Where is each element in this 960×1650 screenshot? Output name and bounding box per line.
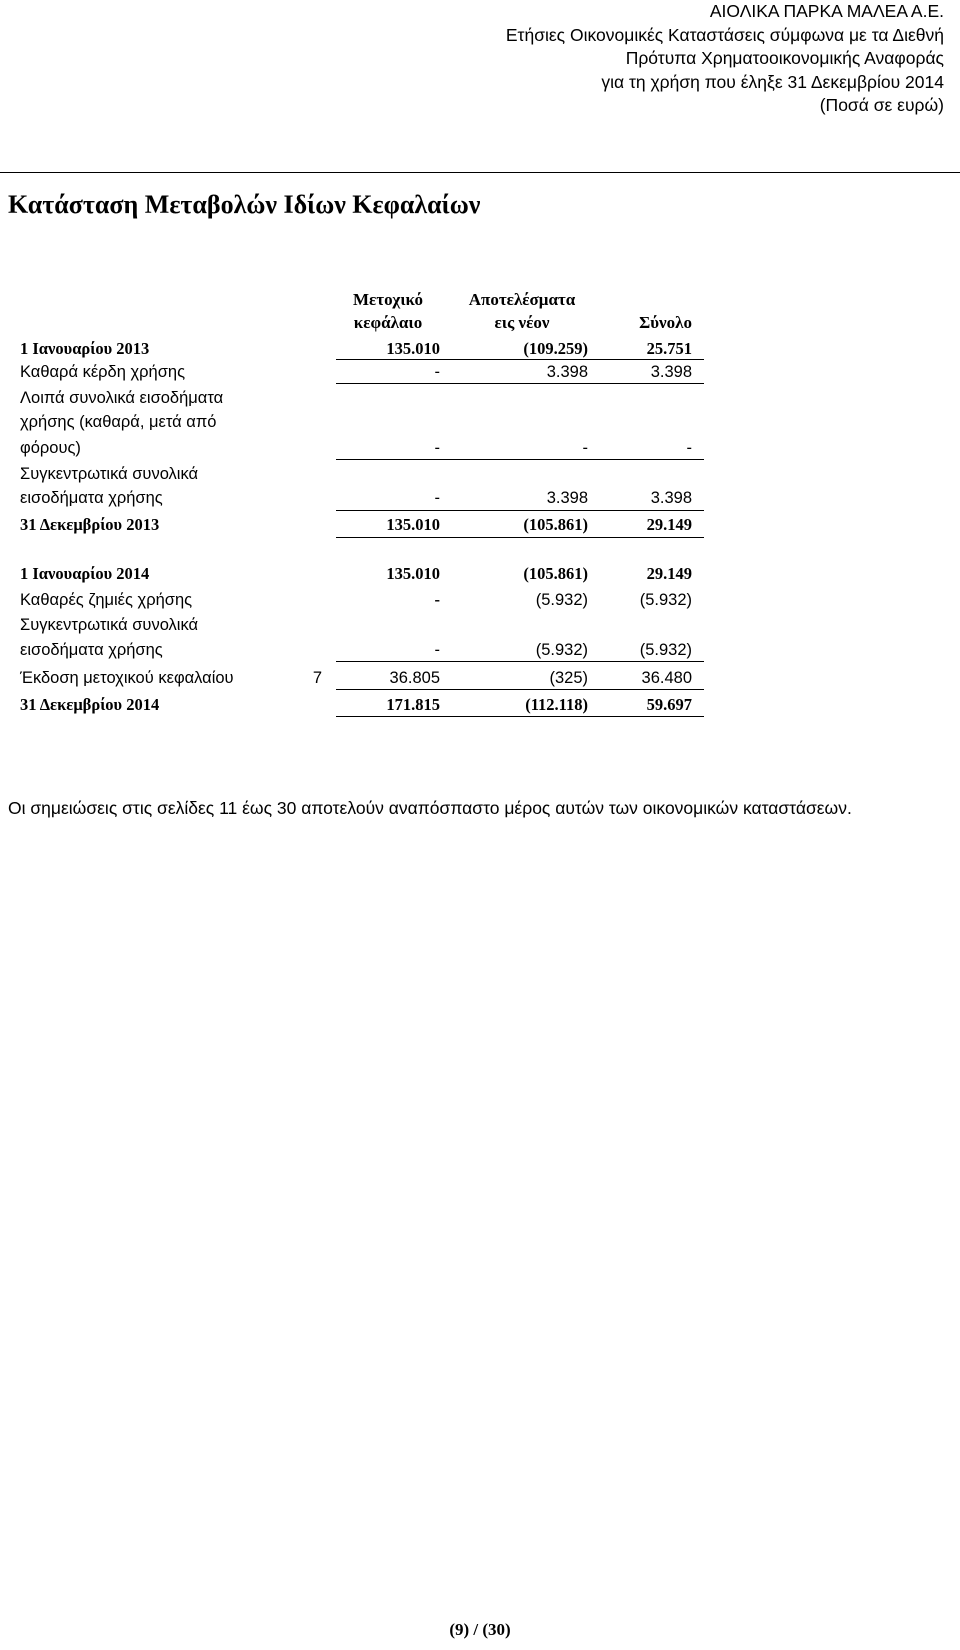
- total-value: 25.751: [646, 339, 692, 358]
- header-line-2: Ετήσιες Οικονομικές Καταστάσεις σύμφωνα με τα Διεθνή: [505, 24, 944, 45]
- underline-rule: [336, 383, 704, 384]
- row-label: Καθαρά κέρδη χρήσης: [20, 363, 186, 381]
- column-header-retained: [452, 288, 592, 334]
- row-label-line-2: εισοδήματα χρήσης: [20, 489, 163, 507]
- total-value: 3.398: [650, 363, 692, 381]
- header-company: ΑΙΟΛΙΚΑ ΠΑΡΚΑ ΜΑΛΕΑ Α.Ε.: [709, 1, 944, 21]
- column-header-share-capital-line-2: κεφάλαιο: [353, 313, 423, 332]
- row-label: 1 Ιανουαρίου 2014: [20, 564, 150, 583]
- row-label-line-2: χρήσης (καθαρά, μετά από: [20, 413, 217, 431]
- table-row: [0, 514, 960, 536]
- underline-rule: [336, 689, 704, 690]
- column-header-share-capital: [336, 288, 440, 334]
- share-capital-value: 135.010: [386, 515, 440, 534]
- retained-value: -: [582, 439, 588, 457]
- table-row: [0, 361, 960, 383]
- total-value: 29.149: [646, 564, 692, 583]
- row-label-line-3: φόρους): [20, 439, 81, 457]
- retained-value: (325): [549, 669, 588, 687]
- total-value: (5.932): [639, 591, 692, 609]
- table-row: [0, 387, 960, 409]
- retained-value: (5.932): [535, 591, 588, 609]
- share-capital-value: 135.010: [386, 564, 440, 583]
- row-label-line-2: εισοδήματα χρήσης: [20, 641, 163, 659]
- total-value: 29.149: [646, 515, 692, 534]
- table-row: [0, 667, 960, 689]
- row-label: Έκδοση μετοχικού κεφαλαίου: [20, 669, 234, 687]
- table-row: [0, 614, 960, 636]
- row-label-line-1: Λοιπά συνολικά εισοδήματα: [20, 389, 224, 407]
- column-header-retained-line-1: Αποτελέσματα: [468, 290, 576, 309]
- table-row: [0, 694, 960, 716]
- share-capital-value: -: [434, 590, 440, 609]
- double-underline-rule: [336, 537, 704, 538]
- retained-value: 3.398: [546, 363, 588, 381]
- underline-rule: [336, 459, 704, 460]
- row-label: 31 Δεκεμβρίου 2013: [20, 515, 160, 534]
- total-value: 3.398: [650, 489, 692, 507]
- retained-value: (105.861): [523, 515, 588, 534]
- header-line-3: Πρότυπα Χρηματοοικονομικής Αναφοράς: [625, 48, 944, 68]
- row-label-line-1: Συγκεντρωτικά συνολικά: [20, 616, 199, 634]
- share-capital-value: 36.805: [389, 669, 440, 687]
- share-capital-value: -: [434, 489, 440, 507]
- share-capital-value: -: [434, 641, 440, 659]
- footnote: Οι σημειώσεις στις σελίδες 11 έως 30 αποτελούν αναπόσπαστο μέρος αυτών των οικονομικών καταστάσεων.: [8, 798, 852, 818]
- document-header: [506, 0, 944, 118]
- share-capital-value: 135.010: [386, 339, 440, 358]
- double-underline-rule: [336, 716, 704, 717]
- total-value: (5.932): [639, 641, 692, 659]
- table-row-continuation: [0, 411, 960, 433]
- table-row: [0, 463, 960, 485]
- column-header-total: Σύνολο: [639, 313, 692, 332]
- row-label: 1 Ιανουαρίου 2013: [20, 339, 150, 358]
- total-value: -: [686, 439, 692, 457]
- underline-rule: [336, 510, 704, 511]
- header-divider: [0, 172, 960, 173]
- table-row-continuation: [0, 437, 960, 459]
- page-number: (9) / (30): [449, 1620, 511, 1639]
- table-row: [0, 589, 960, 611]
- header-currency: (Ποσά σε ευρώ): [819, 95, 944, 115]
- retained-value: (109.259): [523, 339, 588, 358]
- row-label-line-1: Συγκεντρωτικά συνολικά: [20, 465, 199, 483]
- column-header-retained-line-2: εις νέον: [494, 313, 550, 332]
- table-row: [0, 338, 960, 360]
- total-value: 36.480: [641, 669, 692, 687]
- row-label: 31 Δεκεμβρίου 2014: [20, 695, 160, 714]
- table-row: [0, 563, 960, 585]
- page-title: Κατάσταση Μεταβολών Ιδίων Κεφαλαίων: [8, 190, 481, 219]
- retained-value: (105.861): [523, 564, 588, 583]
- header-line-4: για τη χρήση που έληξε 31 Δεκεμβρίου 2014: [601, 71, 944, 92]
- note-reference: 7: [312, 669, 322, 687]
- underline-rule: [336, 661, 704, 662]
- row-label: Καθαρές ζημιές χρήσης: [20, 591, 193, 609]
- share-capital-value: -: [434, 363, 440, 381]
- table-row-continuation: [0, 487, 960, 509]
- underline-rule: [336, 359, 704, 360]
- retained-value: (112.118): [525, 695, 588, 714]
- retained-value: (5.932): [535, 641, 588, 659]
- share-capital-value: -: [434, 439, 440, 457]
- column-header-share-capital-line-1: Μετοχικό: [352, 290, 423, 309]
- share-capital-value: 171.815: [386, 695, 440, 714]
- retained-value: 3.398: [546, 489, 588, 507]
- total-value: 59.697: [646, 695, 692, 714]
- table-row-continuation: [0, 639, 960, 661]
